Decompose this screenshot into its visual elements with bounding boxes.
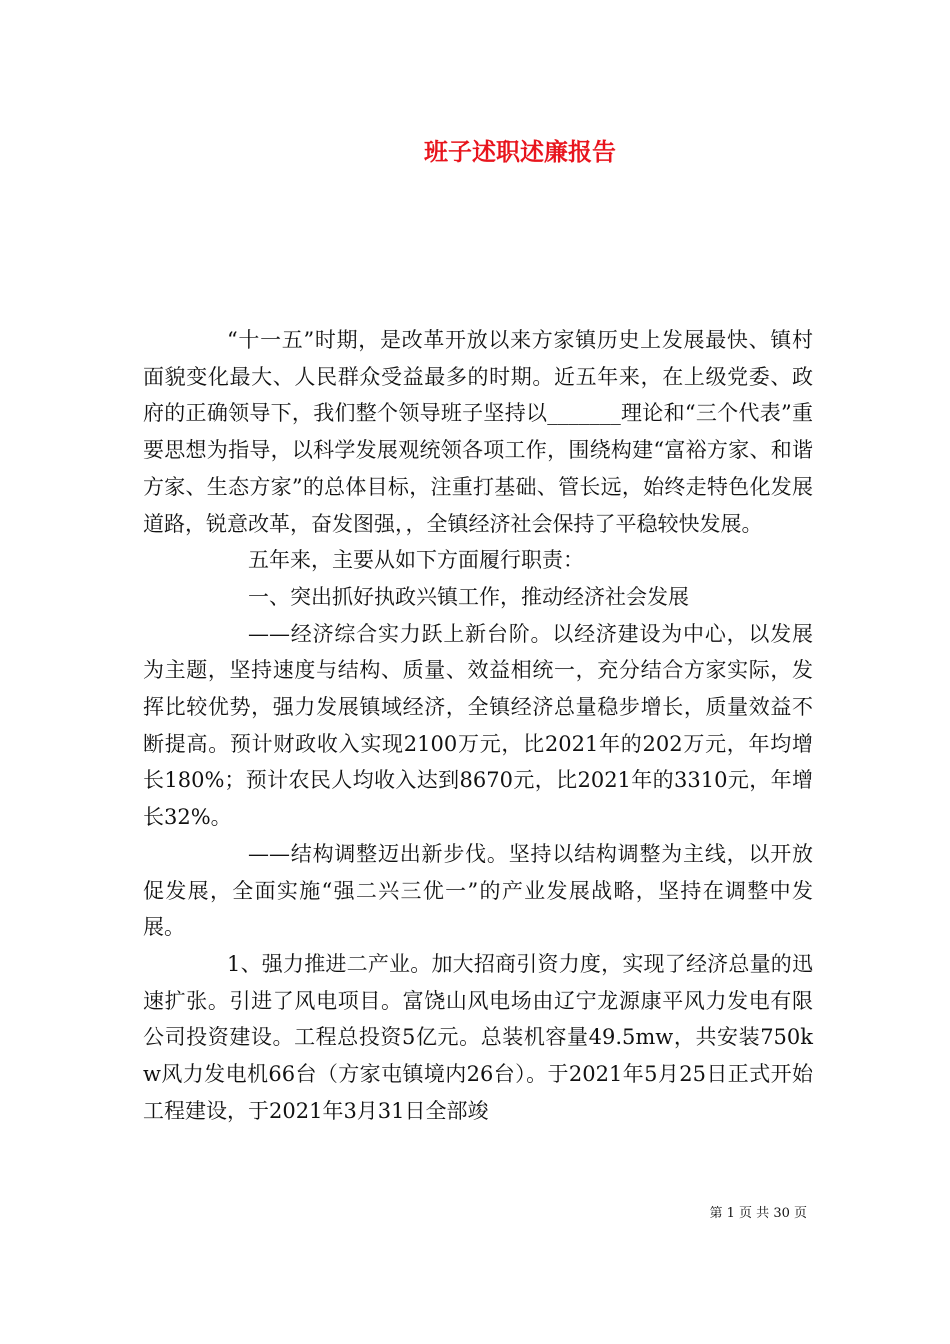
section-heading-1: 一、突出抓好执政兴镇工作，推动经济社会发展: [248, 584, 689, 609]
paragraph-duties: 五年来，主要从如下方面履行职责：: [248, 548, 584, 573]
paragraph-economy: ——经济综合实力跃上新台阶。以经济建设为中心，以发展为主题，坚持速度与结构、质量、效益相统一，充分结合方家实际，发挥比较优势，强力发展镇域经济，全镇经济总量稳步增长，质量效益不断提高。预计财政收入实现2100万元，比2021年的202万元，年均增长180%；预计农民人均收入达到8670元，比2021年的3310元，年增长32%。: [143, 621, 813, 830]
paragraph-structure: ——结构调整迈出新步伐。坚持以结构调整为主线，以开放促发展，全面实施“强二兴三优一”的产业发展战略，坚持在调整中发展。: [143, 841, 813, 940]
document-title: 班子述职述廉报告: [424, 137, 616, 166]
paragraph-intro: “十一五”时期，是改革开放以来方家镇历史上发展最快、镇村面貌变化最大、人民群众受益最多的时期。近五年来，在上级党委、政府的正确领导下，我们整个领导班子坚持以_______理论和“三个代表”重要思想为指导，以科学发展观统领各项工作，围绕构建“富裕方家、和谐方家、生态方家”的总体目标，注重打基础、管长远，始终走特色化发展道路，锐意改革，奋发图强，，全镇经济社会保持了平稳较快发展。: [143, 328, 813, 536]
paragraph-industry: 1、强力推进二产业。加大招商引资力度，实现了经济总量的迅速扩张。引进了风电项目。富饶山风电场由辽宁龙源康平风力发电有限公司投资建设。工程总投资5亿元。总装机容量49.5mw，共安装750kw风力发电机66台（方家屯镇境内26台）。于2021年5月25日正式开始工程建设，于2021年3月31日全部竣: [143, 951, 813, 1123]
page-number: 第 1 页 共 30 页: [709, 1206, 807, 1221]
document-body: [143, 322, 813, 1129]
